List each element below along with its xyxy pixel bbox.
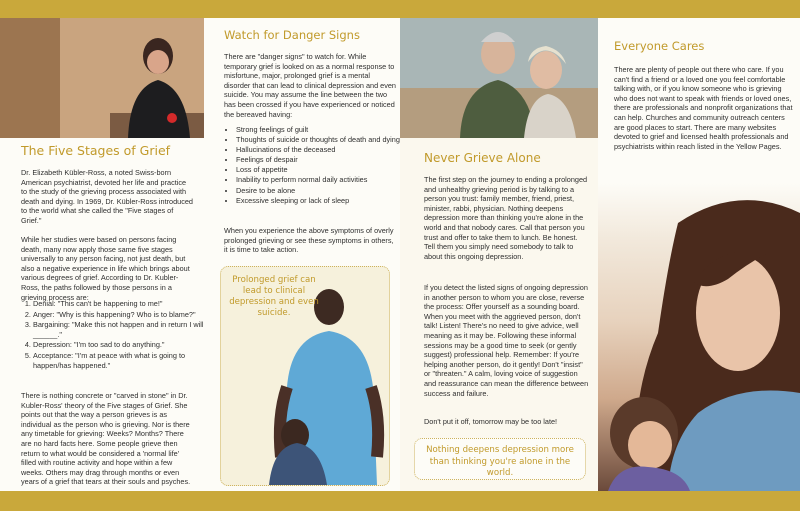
stages-paragraph: While her studies were based on persons facing death, many now apply those same five stages universally to any person facing, not just death, but also a negative experience in life which brings about various degrees of grief. According to Dr. Kubler-Ross, the paths followed by those persons in a grieving process are: (21, 235, 190, 302)
list-item: • Feelings of despair (236, 155, 400, 165)
heading-danger-signs: Watch for Danger Signs (224, 28, 360, 42)
closing-paragraph: There is nothing concrete or "carved in stone" in Dr. Kubler-Ross' theory of the Five stages of Grief. She points out that the way a person grieves is as individual as the person who is grieving. Nor is there any timetable for grieving: Weeks? Months? There are no hard facts here. Some people grieve then return to what would be considered a 'normal life' filled with routine activity and hope within a few weeks. Others may drag through months or even years of a grief that tears at their souls and psyches. (21, 391, 191, 487)
woman-grieving-photo (0, 18, 204, 138)
callout-box (414, 438, 586, 480)
list-item: • Desire to be alone (236, 186, 400, 196)
panel-five-stages (0, 18, 204, 491)
elderly-couple-photo (400, 18, 598, 138)
list-item: • Inability to perform normal daily activities (236, 175, 400, 185)
intro-paragraph: Dr. Elizabeth Kübler-Ross, a noted Swiss-born American psychiatrist, devoted her life and practice to the study of the grieving process associated with death and dying. In 1969, Dr. Kübler-Ross introduced to the world what she called the "Five stages of Grief." (21, 168, 193, 225)
callout-box (220, 266, 390, 486)
list-item: • Strong feelings of guilt (236, 125, 400, 135)
list-item: 1. Denial: "This can't be happening to me!" (33, 299, 204, 309)
mother-and-child-photo (598, 183, 800, 491)
list-item: 2. Anger: "Why is this happening? Who is to blame?" (33, 310, 204, 320)
danger-intro-paragraph: There are "danger signs" to watch for. While temporary grief is looked on as a normal response to misfortune, major, prolonged grief is a mental disorder that can lead to clinical depression and even suicide. You may assume the line between the two has been crossed if you have experienced or noticed the bereaved having: (224, 52, 396, 119)
stages-list (21, 299, 204, 371)
bottom-gold-band (0, 491, 800, 511)
sounding-board-paragraph: If you detect the listed signs of ongoing depression in another person to whom you are close, reverse the process: Offer yourself as a sounding board. When you meet with the aggrieved person, don't talk! Listen! There's no need to give advice, well meaning as it may be. Following these informal sessions may be a good time to seek (or gently suggest) professional help. Remember: If you're helping another person, do it gently! Don't "insist" or "threaten." A calm, loving voice of suggestion and reassurance can mean the difference between success and failure. (424, 283, 589, 398)
panel-danger-signs (204, 18, 400, 491)
danger-signs-list (224, 125, 400, 206)
everyone-cares-paragraph: There are plenty of people out there who care. If you can't find a friend or a loved one you feel comfortable talking with, or if you know someone who is grieving who does not want to speak with friends or loved ones, there are professionals and nonprofit organizations that can help. Churches and community outreach centers are good places to start. There are many websites devoted to grief and licensed health professionals and psychiatrists within reach listed in the Yellow Pages. (614, 65, 793, 151)
panel-everyone-cares (598, 18, 800, 491)
heading-five-stages: The Five Stages of Grief (21, 143, 171, 158)
heading-everyone-cares: Everyone Cares (614, 39, 705, 53)
callout-text: Nothing deepens depression more than thinking you're alone in the world. (426, 445, 574, 478)
list-item: 3. Bargaining: "Make this not happen and in return I will ______." (33, 320, 204, 339)
callout-text: Prolonged grief can lead to clinical depression and even suicide. (229, 275, 319, 318)
top-gold-band (0, 0, 800, 18)
list-item: • Excessive sleeping or lack of sleep (236, 196, 400, 206)
list-item: 4. Depression: "I'm too sad to do anything." (33, 340, 204, 350)
list-item: • Loss of appetite (236, 165, 400, 175)
list-item: • Thoughts of suicide or thoughts of death and dying (236, 135, 400, 145)
dont-put-off-text: Don't put it off, tomorrow may be too late! (424, 417, 558, 426)
heading-never-alone: Never Grieve Alone (424, 151, 541, 165)
take-action-paragraph: When you experience the above symptoms of overly prolonged grieving or see these symptoms in others, it is time to take action. (224, 226, 394, 255)
list-item: 5. Acceptance: "I'm at peace with what is going to happen/has happened." (33, 351, 204, 370)
list-item: • Hallucinations of the deceased (236, 145, 400, 155)
first-step-paragraph: The first step on the journey to ending a prolonged and unhealthy grieving period is by talking to a person you trust: family member, friend, priest, minister, rabbi, physician. Nothing deepens depression more than thinking you're alone in the world and that nobody cares. Call that person you trust and offer to take them to lunch. Be honest. Tell them you simply need somebody to talk to about this ongoing depression. (424, 175, 588, 261)
panel-never-alone (400, 18, 598, 491)
